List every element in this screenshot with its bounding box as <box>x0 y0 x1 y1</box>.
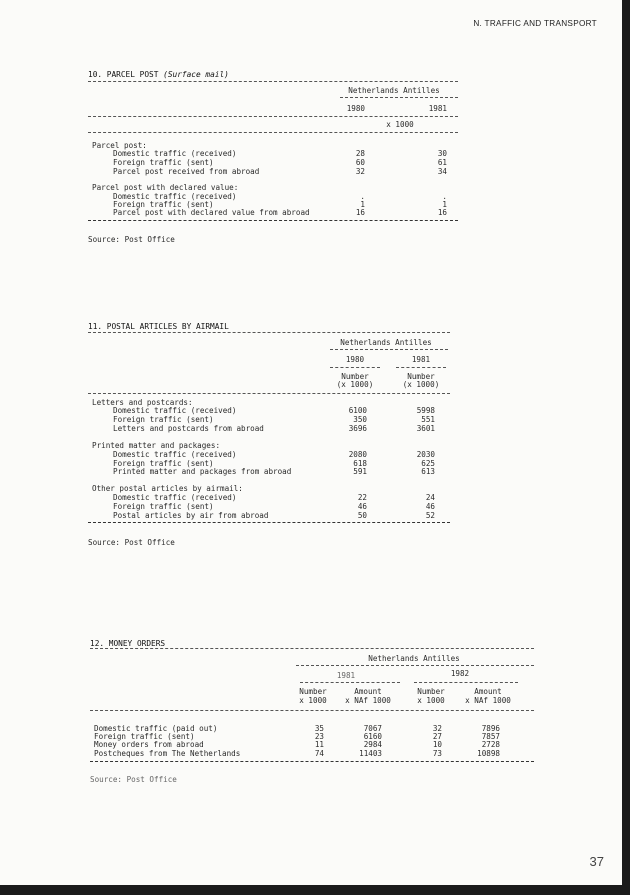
column-label: x 1000 <box>417 696 445 705</box>
rule <box>414 682 518 683</box>
value-1981: 3601 <box>416 424 435 433</box>
table-row <box>0 740 622 749</box>
value-1981: . <box>442 192 447 201</box>
region-header: Netherlands Antilles <box>368 654 460 663</box>
value-1980: 50 <box>357 511 367 520</box>
row-label: Foreign traffic (sent) <box>113 459 214 468</box>
table-row <box>0 749 622 758</box>
region-header: Netherlands Antilles <box>348 86 440 95</box>
year-header: 1980 <box>346 104 365 113</box>
value-1981: 5998 <box>416 406 435 415</box>
rule <box>88 393 450 394</box>
row-label: Domestic traffic (received) <box>113 450 237 459</box>
row-label: Foreign traffic (sent) <box>113 200 214 209</box>
value-1980: 60 <box>355 158 365 167</box>
value-1980: 350 <box>353 415 367 424</box>
row-label: Domestic traffic (received) <box>113 406 237 415</box>
value-1981: 1 <box>442 200 447 209</box>
rule <box>300 682 400 683</box>
table-row <box>0 467 622 476</box>
rule <box>88 116 458 117</box>
column-label: x NAf 1000 <box>465 696 511 705</box>
table-title: 11. POSTAL ARTICLES BY AIRMAIL <box>88 322 229 331</box>
number-1981: 74 <box>314 749 324 758</box>
value-1981: 52 <box>425 511 435 520</box>
rule <box>90 761 534 762</box>
row-label: Domestic traffic (received) <box>113 192 237 201</box>
rule <box>88 220 458 221</box>
source-note: Source: Post Office <box>88 538 175 547</box>
value-1980: 618 <box>353 459 367 468</box>
column-label: Number <box>407 372 435 381</box>
row-label: Foreign traffic (sent) <box>113 158 214 167</box>
year-header: 1981 <box>411 355 431 364</box>
value-1980: 46 <box>357 502 367 511</box>
value-1980: 2080 <box>348 450 367 459</box>
row-label: Parcel post with declared value from abroad <box>113 208 310 217</box>
value-1980: 591 <box>353 467 367 476</box>
table-row <box>0 208 622 217</box>
table-row <box>0 424 622 433</box>
value-1981: 61 <box>437 158 447 167</box>
value-1980: 32 <box>355 167 365 176</box>
table-row <box>0 149 622 158</box>
table-subtitle: (Surface mail) <box>163 70 229 79</box>
table-title: 10. PARCEL POST (Surface mail) <box>88 70 229 79</box>
number-1982: 27 <box>432 732 442 741</box>
value-1981: 34 <box>437 167 447 176</box>
table-row <box>0 450 622 459</box>
source-note: Source: Post Office <box>88 235 175 244</box>
column-label: x 1000 <box>299 696 327 705</box>
number-1981: 35 <box>314 724 324 733</box>
value-1981: 16 <box>437 208 447 217</box>
amount-1981: 7067 <box>363 724 382 733</box>
row-label: Parcel post received from abroad <box>113 167 260 176</box>
year-header: 1980 <box>345 355 365 364</box>
group-heading: Letters and postcards: <box>92 398 193 407</box>
rule <box>90 710 534 711</box>
value-1981: 2030 <box>416 450 435 459</box>
value-1980: 28 <box>355 149 365 158</box>
column-label: Number <box>299 687 327 696</box>
row-label: Foreign traffic (sent) <box>113 415 214 424</box>
amount-1981: 6160 <box>363 732 382 741</box>
amount-1981: 11403 <box>359 749 382 758</box>
source-note: Source: Post Office <box>90 775 177 784</box>
group-heading: Other postal articles by airmail: <box>92 484 243 493</box>
row-label: Foreign traffic (sent) <box>94 732 195 741</box>
row-label: Printed matter and packages from abroad <box>113 467 292 476</box>
value-1981: 46 <box>425 502 435 511</box>
number-1981: 11 <box>314 740 324 749</box>
row-label: Postcheques from The Netherlands <box>94 749 241 758</box>
value-1981: 30 <box>437 149 447 158</box>
value-1981: 551 <box>421 415 435 424</box>
year-header: 1982 <box>450 669 470 678</box>
amount-1982: 7857 <box>481 732 500 741</box>
year-header: 1981 <box>336 671 356 680</box>
table-row <box>0 502 622 511</box>
group-heading: Printed matter and packages: <box>92 441 221 450</box>
value-1981: 613 <box>421 467 435 476</box>
rule <box>296 665 534 666</box>
number-1982: 73 <box>432 749 442 758</box>
rule <box>90 648 534 649</box>
table-row <box>0 493 622 502</box>
value-1980: 3696 <box>348 424 367 433</box>
row-label: Foreign traffic (sent) <box>113 502 214 511</box>
table-title: 12. MONEY ORDERS <box>90 639 166 648</box>
row-label: Domestic traffic (received) <box>113 493 237 502</box>
column-label: Amount <box>474 687 502 696</box>
value-1980: . <box>360 192 365 201</box>
value-1981: 24 <box>425 493 435 502</box>
rule <box>88 81 458 82</box>
amount-1982: 2728 <box>481 740 500 749</box>
running-header: N. TRAFFIC AND TRANSPORT <box>473 19 597 28</box>
row-label: Letters and postcards from abroad <box>113 424 264 433</box>
rule <box>88 132 458 133</box>
unit-label: x 1000 <box>386 120 414 129</box>
row-label: Postal articles by air from abroad <box>113 511 269 520</box>
rule <box>330 367 380 368</box>
rule <box>330 349 448 350</box>
row-label: Domestic traffic (paid out) <box>94 724 218 733</box>
table-row <box>0 167 622 176</box>
amount-1982: 7896 <box>481 724 500 733</box>
group-heading: Parcel post: <box>92 141 147 150</box>
number-1982: 10 <box>432 740 442 749</box>
year-header: 1981 <box>428 104 447 113</box>
value-1980: 16 <box>355 208 365 217</box>
row-label: Domestic traffic (received) <box>113 149 237 158</box>
table-row <box>0 406 622 415</box>
table-row <box>0 511 622 520</box>
rule <box>88 332 450 333</box>
value-1980: 6100 <box>348 406 367 415</box>
rule <box>340 97 458 98</box>
number-1981: 23 <box>314 732 324 741</box>
table-row <box>0 158 622 167</box>
column-label: (x 1000) <box>336 380 374 389</box>
amount-1982: 10898 <box>477 749 500 758</box>
column-label: Number <box>417 687 445 696</box>
group-heading: Parcel post with declared value: <box>92 183 239 192</box>
amount-1981: 2984 <box>363 740 382 749</box>
column-label: Amount <box>354 687 382 696</box>
region-header: Netherlands Antilles <box>340 338 432 347</box>
column-label: x NAf 1000 <box>345 696 391 705</box>
rule <box>396 367 446 368</box>
value-1980: 1 <box>360 200 365 209</box>
table-row <box>0 415 622 424</box>
page-number: 37 <box>589 854 604 869</box>
column-label: (x 1000) <box>402 380 440 389</box>
number-1982: 32 <box>432 724 442 733</box>
value-1981: 625 <box>421 459 435 468</box>
column-label: Number <box>341 372 369 381</box>
value-1980: 22 <box>357 493 367 502</box>
row-label: Money orders from abroad <box>94 740 204 749</box>
rule <box>88 522 450 523</box>
